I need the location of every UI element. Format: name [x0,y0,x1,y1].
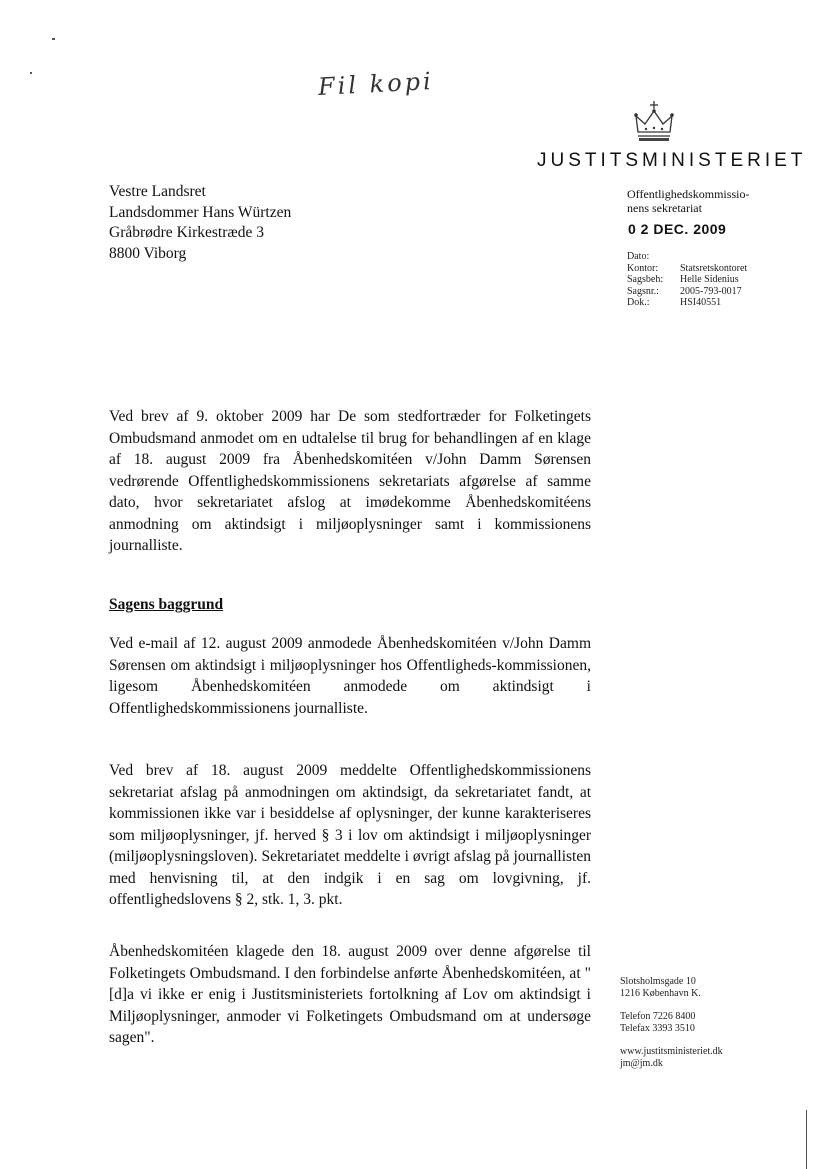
meta-label: Kontor: [627,262,659,274]
sender-block [627,187,787,215]
recipient-line: Gråbrødre Kirkestræde 3 [109,224,264,241]
handwritten-note: Fil kopi [317,66,435,102]
date-stamp: 0 2 DEC. 2009 [628,221,727,237]
meta-label: Dok.: [627,297,650,308]
meta-value: 2005-793-0017 [680,285,742,297]
section-heading: Sagens baggrund [109,596,224,613]
scan-speck [52,38,55,40]
sender-line: nens sekretariat [627,201,702,215]
scan-speck [30,72,32,74]
recipient-line: Landsdommer Hans Würtzen [109,203,292,221]
paragraph-background-1: Ved e-mail af 12. august 2009 anmodede Åbenhedskomitéen v/John Damm Sørensen om aktindsigt i miljøoplysninger hos Offentligheds-kommissionen, ligesom Åbenhedskomitéen anmodede om aktindsigt i Offentlighedskommissionens journalliste. [109,635,591,717]
recipient-address [109,182,291,264]
meta-value: Helle Sidenius [680,274,739,285]
paragraph-intro: Ved brev af 9. oktober 2009 har De som stedfortræder for Folketingets Ombudsmand anmodet om en udtalelse til brug for behandlingen af en klage af 18. august 2009 fra Åbenhedskomitéen v/John Damm Sørensen vedrørende Offentlighedskommissionens sekretariats afgørelse af samme dato, hvor sekretariatet afslog at imødekomme Åbenhedskomitéens anmodning om aktindsigt i miljøoplysninger samt i kommissionens journalliste. [109,408,591,554]
meta-label: Dato: [627,251,650,262]
address-line: Slotsholmsgade 10 [620,976,696,987]
meta-value: HSI40551 [680,297,722,308]
recipient-line: 8800 Viborg [109,244,187,262]
fax-number: Telefax 3393 3510 [620,1022,695,1034]
paragraph-background-2: Ved brev af 18. august 2009 meddelte Offentlighedskommissionens sekretariat afslag på anmodningen om aktindsigt, da sekretariatet fandt, at kommissionen ikke var i besiddelse af oplysninger, der kunne karakteriseres som miljøoplysninger, jf. herved § 3 i lov om aktindsigt i miljøoplysninger (miljøoplysningsloven). Sekretariatet meddelte i øvrigt afslag på journallisten med henvisning til, at den indgik i en sag om lovgivning, jf. offentlighedslovens § 2, stk. 1, 3. pkt. [109,762,591,908]
phone-number: Telefon 7226 8400 [620,1011,696,1022]
meta-value: Statsretskontoret [680,262,748,274]
recipient-line: Vestre Landsret [109,183,206,200]
email-link[interactable]: jm@jm.dk [620,1057,663,1069]
ministry-name: JUSTITSMINISTERIET [537,150,807,171]
meta-row [627,286,747,298]
meta-row [627,263,747,275]
scan-edge-line [806,1110,807,1169]
paragraph-background-3: Åbenhedskomitéen klagede den 18. august 2009 over denne afgørelse til Folketingets Ombudsmand. I den forbindelse anførte Åbenhedskomitéen, at "[d]a vi ikke er enig i Justitsministeriets fortolkning af Lov om aktindsigt i Miljøoplysninger, anmoder vi Folketingets Ombudsmand om at undersøge sagen". [109,943,591,1046]
meta-value [680,251,747,263]
meta-row [627,297,747,309]
website-link[interactable]: www.justitsministeriet.dk [620,1046,723,1057]
meta-row [627,274,747,286]
meta-row [627,251,747,263]
sender-line: Offentlighedskommissio- [627,187,750,201]
case-metadata [627,251,747,309]
meta-label: Sagsbeh: [627,274,664,285]
royal-crown-logo [630,98,678,146]
meta-label: Sagsnr.: [627,285,659,297]
contact-footer [620,976,723,1069]
address-line: 1216 København K. [620,987,701,999]
